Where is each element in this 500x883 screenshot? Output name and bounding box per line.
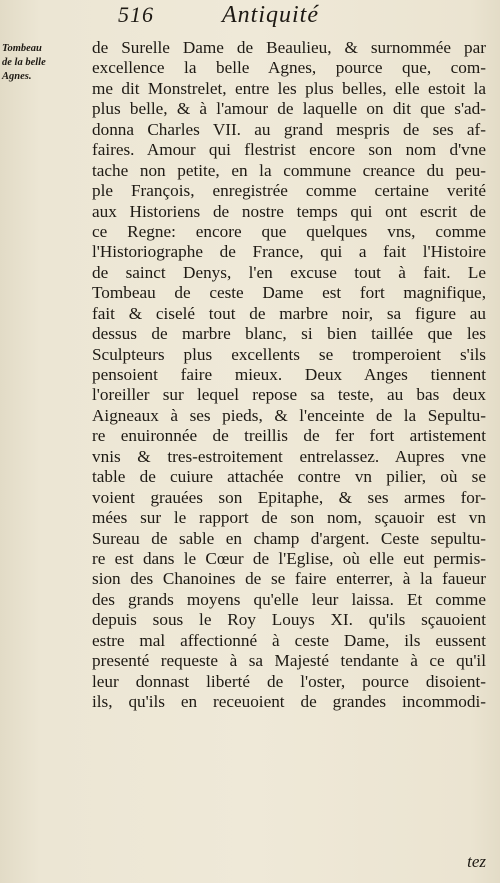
catchword: tez [467, 852, 486, 871]
text-line: mées sur le rapport de son nom, sçauoir est vn [92, 508, 486, 528]
text-line: Sureau de sable en champ d'argent. Ceste sepultu- [92, 528, 486, 548]
text-line: re enuironnée de treillis de fer fort artistement [92, 426, 486, 446]
text-line: de Surelle Dame de Beaulieu, & surnommée par [92, 38, 486, 57]
margin-note-line: Agnes. [2, 71, 32, 82]
text-line: pensoient faire mieux. Deux Anges tiennent [92, 365, 486, 384]
text-line: depuis sous le Roy Louys XI. qu'ils sçauoient [92, 610, 486, 630]
text-line: leur donnast liberté de l'oster, pource disoient- [92, 671, 486, 691]
running-title: Antiquité [222, 2, 319, 28]
text-line: excellence la belle Agnes, pource que, com- [92, 58, 486, 78]
text-line: ple François, enregistrée comme certaine verité [92, 181, 486, 201]
text-line: vnis & tres-estroitement entrelassez. Aupres vne [92, 446, 486, 466]
text-line: Tombeau de ceste Dame est fort magnifique, [92, 283, 486, 303]
text-line: table de cuiure attachée contre vn pilier, où se [92, 467, 486, 487]
text-line: dessus de marbre blanc, si bien taillée que les [92, 324, 486, 344]
text-line: fait & ciselé tout de marbre noir, sa figure au [92, 303, 486, 323]
body-text [92, 38, 486, 712]
text-line: faires. Amour qui flestrist encore son nom d'vne [92, 140, 486, 160]
text-line: aux Historiens de nostre temps qui ont escrit de [92, 201, 486, 221]
text-line: des grands moyens qu'elle leur laissa. Et comme [92, 589, 486, 609]
text-line: l'Historiographe de France, qui a fait l'Histoire [92, 242, 486, 262]
text-line: voient grauées son Epitaphe, & ses armes for- [92, 487, 486, 507]
text-line: donna Charles VII. au grand mespris de ses af- [92, 119, 486, 139]
text-line: ils, qu'ils en receuoient de grandes incommodi- [92, 692, 486, 711]
text-line: de sainct Denys, l'en excuse tout à fait. Le [92, 262, 486, 282]
text-line: l'oreiller sur lequel repose sa teste, au bas deux [92, 385, 486, 405]
page-number: 516 [118, 2, 154, 27]
text-line: Sculpteurs plus excellents se tromperoient s'ils [92, 344, 486, 364]
text-line: presenté requeste à sa Majesté tendante à ce qu'il [92, 651, 486, 671]
margin-note-line: de la belle [2, 57, 46, 68]
text-line: re est dans le Cœur de l'Eglise, où elle eut permis- [92, 548, 486, 568]
text-line: sion des Chanoines de se faire enterrer, à la faueur [92, 569, 486, 589]
margin-note [2, 42, 82, 84]
text-line: estre mal affectionné à ceste Dame, ils eussent [92, 630, 486, 650]
page-header [0, 2, 500, 32]
text-line: plus belle, & à l'amour de laquelle on dit que s'ad- [92, 99, 486, 119]
text-line: Aigneaux à ses pieds, & l'enceinte de la Sepultu- [92, 405, 486, 425]
text-line: tache non petite, en la commune creance du peu- [92, 160, 486, 180]
text-line: me dit Monstrelet, entre les plus belles, elle estoit la [92, 78, 486, 98]
text-line: ce Regne: encore que quelques vns, comme [92, 221, 486, 241]
margin-note-line: Tombeau [2, 43, 42, 54]
